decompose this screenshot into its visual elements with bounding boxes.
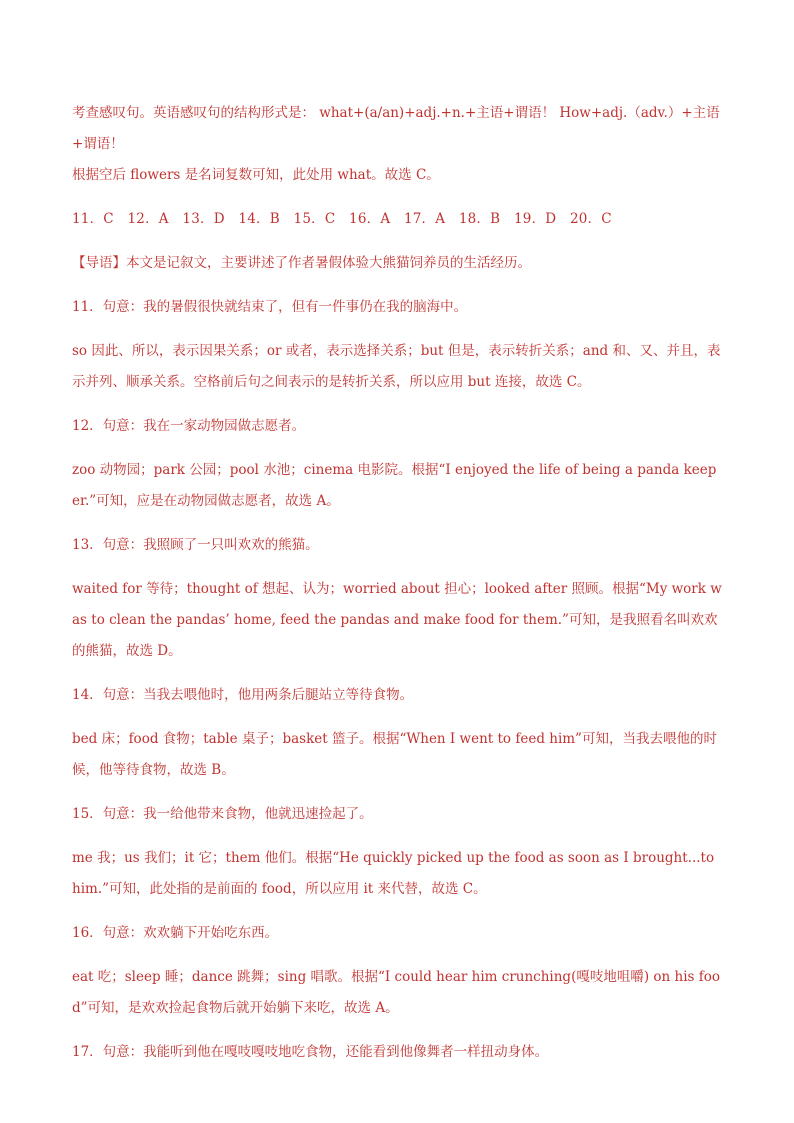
- intro-line-1: 考查感叹句。英语感叹句的结构形式是： what+(a/an)+adj.+n.+主语+谓语！ How+adj.（adv.）+主语+谓语！: [72, 105, 720, 152]
- item-15-explanation: me 我；us 我们；it 它；them 他们。根据“He quickly picked up the food as soon as I brought...to him.”可知，此处指的是前面的 food，所以应用 it 来代替，故选 C。: [72, 850, 715, 897]
- guide-paragraph: [72, 248, 724, 279]
- item-11-explanation: so 因此、所以，表示因果关系；or 或者，表示选择关系；but 但是，表示转折关系；and 和、又、并且，表示并列、顺承关系。空格前后句之间表示的是转折关系，所以应用 but 连接，故选 C。: [72, 343, 721, 390]
- item-16-explanation: eat 吃；sleep 睡；dance 跳舞；sing 唱歌。根据“I could hear him crunching(嘎吱地咀嚼) on his food”可知，是欢欢捡起食物后就开始躺下来吃，故选 A。: [72, 969, 720, 1016]
- item-17-question: 17．句意：我能听到他在嘎吱嘎吱地吃食物，还能看到他像舞者一样扭动身体。: [72, 1044, 549, 1060]
- item-14-question: 14．句意：当我去喂他时，他用两条后腿站立等待食物。: [72, 687, 414, 703]
- intro-line-2: 根据空后 flowers 是名词复数可知，此处用 what。故选 C。: [72, 167, 440, 183]
- item-16-question: 16．句意：欢欢躺下开始吃东西。: [72, 925, 279, 941]
- answer-key: 11．C 12．A 13．D 14．B 15．C 16．A 17．A 18．B 19．D 20．C: [72, 211, 612, 227]
- guide-text: 本文是记叙文，主要讲述了作者暑假体验大熊猫饲养员的生活经历。: [126, 255, 531, 271]
- item-13-explanation: waited for 等待；thought of 想起、认为；worried about 担心；looked after 照顾。根据“My work was to clean the pandas’ home, feed the pandas and make food for them.”可知，是我照看名叫欢欢的熊猫，故选 D。: [72, 581, 722, 659]
- guide-tag: 【导语】: [72, 255, 126, 271]
- intro-paragraph: [72, 98, 724, 191]
- item-11-question: 11．句意：我的暑假很快就结束了，但有一件事仍在我的脑海中。: [72, 299, 468, 315]
- item-15-question: 15．句意：我一给他带来食物，他就迅速捡起了。: [72, 806, 373, 822]
- document-page: [72, 98, 724, 1081]
- item-13-question: 13．句意：我照顾了一只叫欢欢的熊猫。: [72, 537, 319, 553]
- item-12-question: 12．句意：我在一家动物园做志愿者。: [72, 418, 306, 434]
- item-12-explanation: zoo 动物园；park 公园；pool 水池；cinema 电影院。根据“I enjoyed the life of being a panda keeper.”可知，应是在动物园做志愿者，故选 A。: [72, 462, 717, 509]
- item-14-explanation: bed 床；food 食物；table 桌子；basket 篮子。根据“When I went to feed him”可知，当我去喂他的时候，他等待食物，故选 B。: [72, 731, 717, 778]
